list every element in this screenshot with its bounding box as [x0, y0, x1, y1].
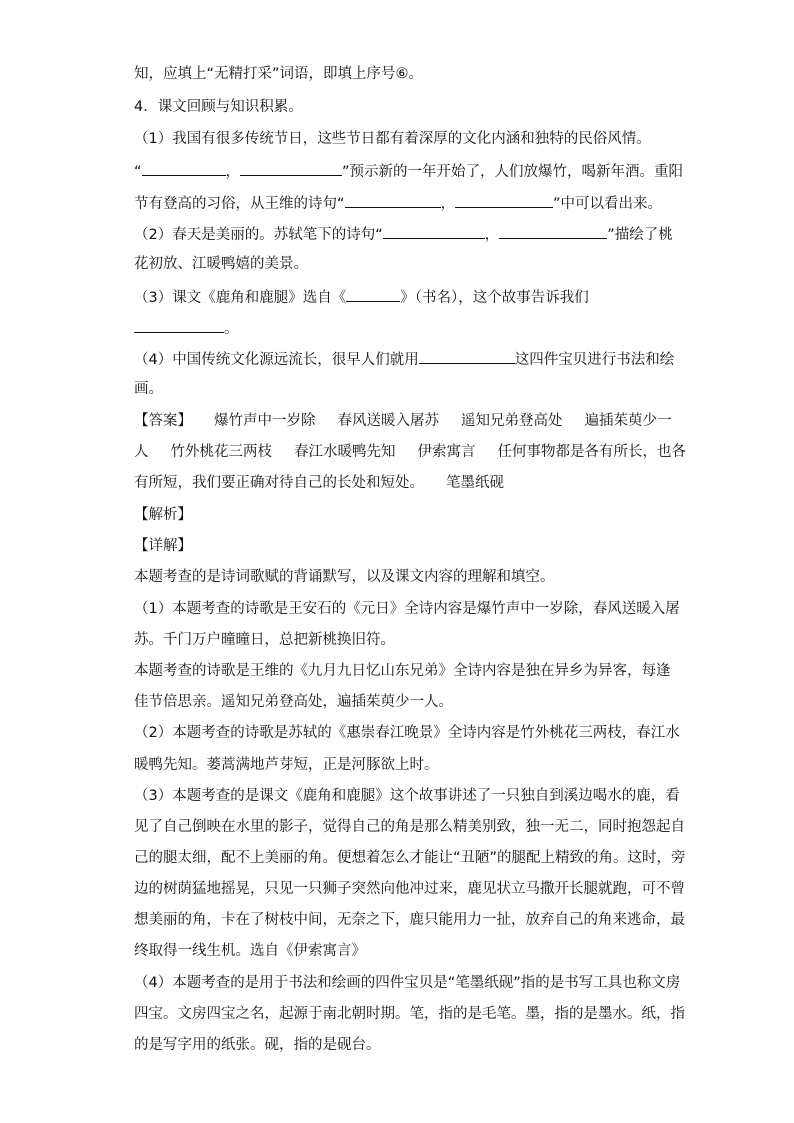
- text-fragment: （2）春天是美丽的。苏轼笔下的诗句“: [134, 227, 383, 243]
- answer-blank[interactable]: [346, 286, 400, 302]
- text-fragment: （3）课文《鹿角和鹿腿》选自《: [134, 290, 347, 306]
- answer-item: 爆竹声中一岁除: [214, 413, 316, 429]
- answer-blank[interactable]: [142, 160, 226, 176]
- text-fragment: ”预示新的一年开始了，人们放爆竹，喝新年酒。重阳: [342, 164, 684, 180]
- answer-blank[interactable]: [240, 160, 342, 176]
- text-fragment: 这四件宝贝进行书法和绘: [514, 352, 675, 368]
- text-line: 终取得一线生机。选自《伊索寓言》: [134, 943, 366, 959]
- text-fragment: ”描绘了桃: [607, 227, 673, 243]
- question-1: （1）我国有很多传统节日，这些节日都有着深厚的文化内涵和独特的民俗风情。: [134, 131, 651, 147]
- text-fragment: 》（书名），这个故事告诉我们: [400, 290, 589, 306]
- answer-blank[interactable]: [383, 223, 485, 239]
- text-line: 知，应填上“无精打采”词语，即填上序号⑥。: [134, 66, 424, 82]
- answer-item: 春江水暖鸭先知: [294, 444, 396, 460]
- answer-line: [134, 442, 686, 462]
- answer-blank[interactable]: [455, 192, 553, 208]
- text-line: （1）本题考查的诗歌是王安石的《元日》全诗内容是爆竹声中一岁除，春风送暖入屠: [134, 601, 680, 617]
- text-line: 本题考查的是诗词歌赋的背诵默写，以及课文内容的理解和填空。: [134, 569, 555, 585]
- text-line: 本题考查的诗歌是王维的《九月九日忆山东兄弟》全诗内容是独在异乡为异客，每逢: [134, 663, 671, 679]
- text-fragment: （4）中国传统文化源远流长，很早人们就用: [134, 352, 419, 368]
- text-fragment: 节有登高的习俗，从王维的诗句“: [134, 196, 345, 212]
- text-line: （3）本题考查的是课文《鹿角和鹿腿》这个故事讲述了一只独自到溪边喝水的鹿，看: [134, 788, 680, 804]
- text-line: 画。: [134, 381, 163, 397]
- text-line: （2）本题考查的诗歌是苏轼的《惠崇春江晚景》全诗内容是竹外桃花三两枝，春江水: [134, 725, 680, 741]
- fill-line: [134, 348, 674, 368]
- text-fragment: ，: [484, 227, 500, 243]
- question-heading: 4．课文回顾与知识积累。: [134, 99, 303, 115]
- fill-line: [134, 286, 589, 306]
- answer-item: 春风送暖入屠苏: [337, 413, 439, 429]
- answer-item: 竹外桃花三两枝: [170, 444, 272, 460]
- answer-item: 人: [134, 444, 149, 460]
- text-line: 苏。千门万户曈曈日，总把新桃换旧符。: [134, 632, 395, 648]
- text-fragment: 。: [224, 321, 239, 337]
- detail-heading: 【详解】: [134, 538, 192, 554]
- text-line: 佳节倍思亲。遥知兄弟登高处，遍插茱萸少一人。: [134, 694, 453, 710]
- analysis-heading: 【解析】: [134, 507, 192, 523]
- text-line: 见了自己倒映在水里的影子，觉得自己的角是那么精美别致，独一无二，同时抱怨起自: [134, 819, 685, 835]
- text-fragment: ，: [440, 196, 456, 212]
- answer-blank[interactable]: [499, 223, 607, 239]
- text-line: 己的腿太细，配不上美丽的角。便想着怎么才能让“丑陋”的腿配上精致的角。这时，旁: [134, 850, 686, 866]
- answer-line: [134, 473, 504, 493]
- text-line: 边的树荫猛地摇晃，只见一只狮子突然向他冲过来，鹿见状立马撒开长腿就跑，可不曾: [134, 881, 685, 897]
- text-line: 的是写字用的纸张。砚，指的是砚台。: [134, 1037, 381, 1053]
- fill-line: [134, 160, 683, 180]
- answer-line: [134, 411, 672, 431]
- answer-item: 遥知兄弟登高处: [461, 413, 563, 429]
- answer-item: 任何事物都是各有所长，也各: [497, 444, 686, 460]
- answer-blank[interactable]: [419, 348, 515, 364]
- answer-item: 遍插茱萸少一: [584, 413, 672, 429]
- text-fragment: ，: [225, 164, 241, 180]
- answer-item: 笔墨纸砚: [446, 475, 504, 491]
- answer-label: 【答案】: [134, 413, 192, 429]
- text-fragment: “: [134, 164, 142, 180]
- answer-blank[interactable]: [345, 192, 441, 208]
- answer-blank[interactable]: [134, 317, 224, 333]
- text-line: 想美丽的角，卡在了树枝中间，无奈之下，鹿只能用力一扯，放弃自己的角来逃命，最: [134, 912, 685, 928]
- text-line: 暖鸭先知。蒌蒿满地芦芽短，正是河豚欲上时。: [134, 757, 439, 773]
- answer-item: 有所短，我们要正确对待自己的长处和短处。: [134, 475, 424, 491]
- text-line: 四宝。文房四宝之名，起源于南北朝时期。笔，指的是毛笔。墨，指的是墨水。纸，指: [134, 1006, 685, 1022]
- fill-line: [134, 223, 673, 243]
- answer-item: 伊索寓言: [417, 444, 476, 460]
- text-fragment: ”中可以看出来。: [553, 196, 663, 212]
- text-line: 花初放、江暖鸭嬉的美景。: [134, 256, 308, 272]
- fill-line: [134, 317, 239, 337]
- fill-line: [134, 192, 662, 212]
- text-line: （4）本题考查的是用于书法和绘画的四件宝贝是“笔墨纸砚”指的是书写工具也称文房: [134, 975, 681, 991]
